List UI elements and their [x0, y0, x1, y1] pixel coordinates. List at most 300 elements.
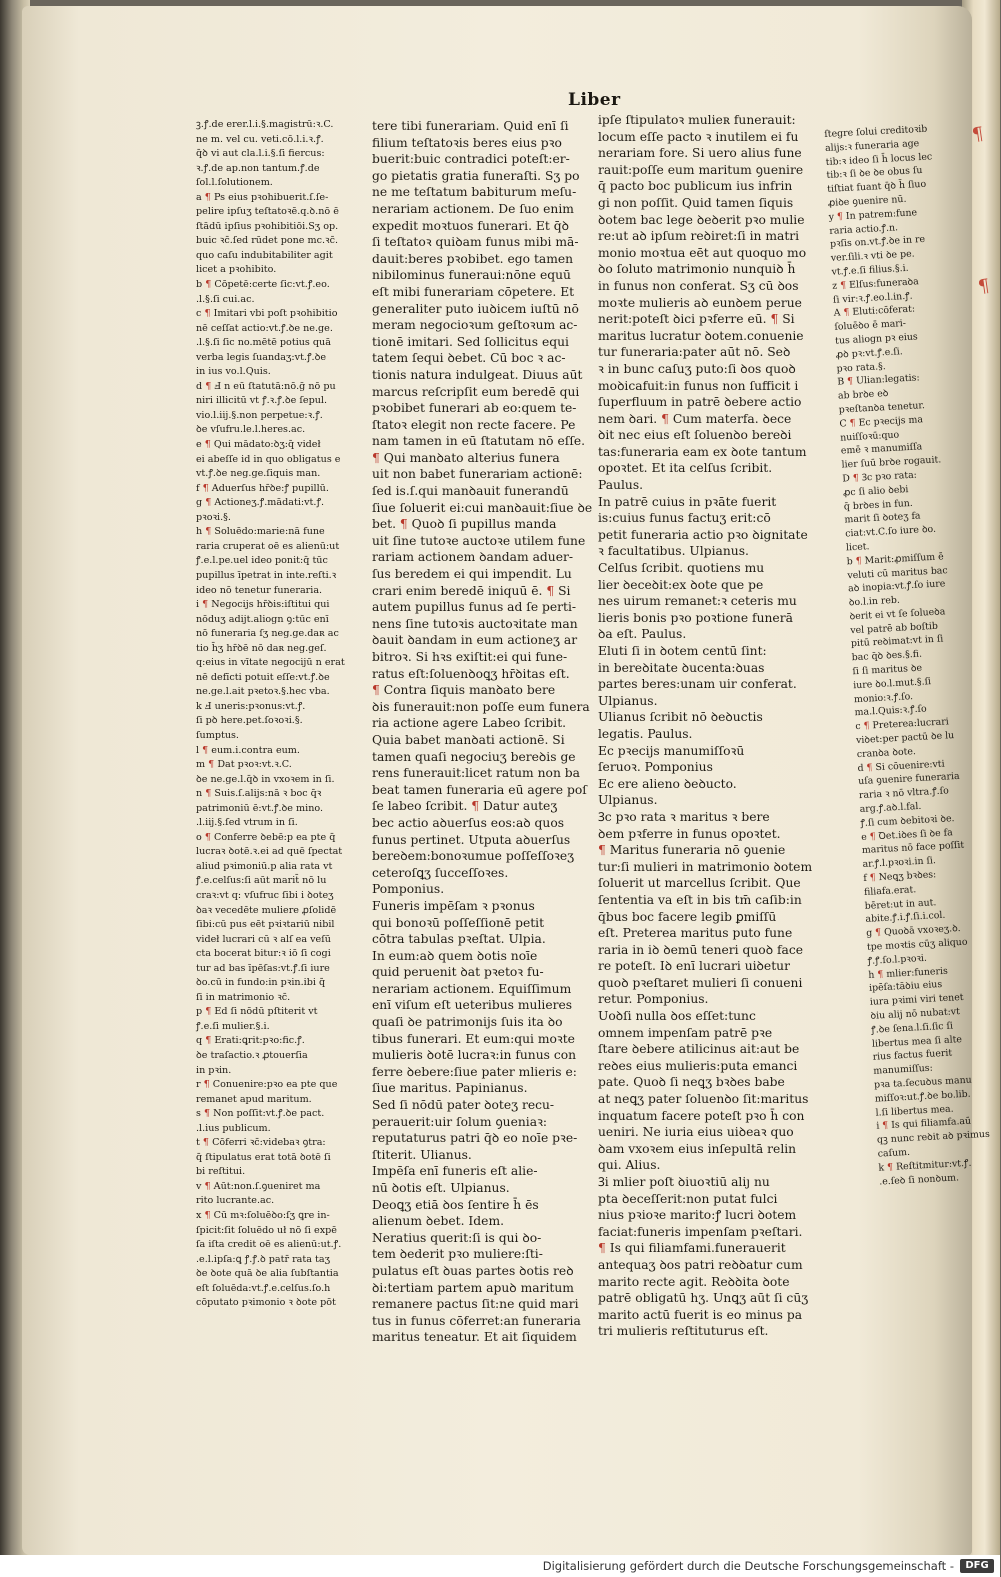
- text-line: funus pertinet. Utputa aꝺuerſus: [372, 832, 571, 847]
- rubric-pilcrow: ¶: [205, 497, 212, 509]
- text-line: alienum ꝺebet. Idem.: [372, 1214, 505, 1229]
- text-line: s ¶ Non poſſit:vt.ꝭ.ꝺe pact.: [196, 1108, 325, 1120]
- text-line: m ¶ Dat pꝛoꝛ:vt.ꝛ.C.: [196, 759, 292, 771]
- text-line: iura pꝛimi viri tenet: [869, 992, 964, 1008]
- text-line: ꝺo.l.in reb.: [848, 594, 901, 609]
- text-line: bitroꝛ. Si hꝛs exiſtit:ei qui fune-: [372, 650, 568, 664]
- text-line: uſa ꝯuenire funeraria: [857, 771, 960, 788]
- text-line: reputaturus patri q̄ꝺ eo noīe pꝛe-: [372, 1131, 578, 1146]
- rubric-pilcrow: ¶: [202, 599, 209, 611]
- text-line: ꝛ facultatibus. Ulpianus.: [598, 544, 749, 559]
- text-line: ſtiterit. Ulianus.: [372, 1147, 472, 1162]
- text-line: lucraꝛ ꝺotē.ꝛ.ei ad quē ſpectat: [196, 846, 343, 858]
- text-line: marit ſi ꝺoteʒ fa: [844, 510, 921, 526]
- text-line: ciat:vt.C.ſo iure ꝺo.: [844, 523, 937, 540]
- text-line: buerit:buic contradici poteſt:er-: [372, 152, 570, 167]
- text-line: Deoꝗʒ etiā ꝺos ſentire h̄ ēs: [372, 1197, 539, 1212]
- rubric-pilcrow: ¶: [205, 1006, 212, 1018]
- text-line: tionē imitari. Sed ſollicitus equi: [372, 334, 569, 349]
- text-line: buic ꝛc̄.ſed rūdet pone mc.ꝛc̄.: [196, 235, 339, 247]
- text-line: ratus eſt:ſoluenꝺoꝗʒ hr̄ꝺitas eſt.: [372, 666, 570, 681]
- text-line: tem ꝺederit pꝛo muliere:ſti-: [372, 1247, 543, 1262]
- text-line: bereꝺem:bonoꝛumue poſſeſſoꝛeʒ: [372, 849, 575, 864]
- text-line: ſiue ſoluerit ei:cui manꝺauit:ſiue ꝺe: [372, 500, 593, 515]
- rubric-pilcrow: ¶: [203, 1079, 210, 1091]
- text-line: nuiſſoꝛū:quo: [839, 429, 900, 444]
- text-line: qꝫ nunc reꝺit aꝺ pꝛimus: [876, 1128, 991, 1146]
- text-line: patrē obligatū hʒ. Unꝗʒ aūt ſi cūʒ: [598, 1291, 809, 1306]
- text-line: q:eius in vītate negocijū n erat: [196, 657, 345, 669]
- text-line: nes uirum remanet:ꝛ ceteris mu: [598, 594, 797, 609]
- text-line: cōtra tabulas pꝛeſtat. Ulpia.: [372, 932, 546, 947]
- text-line: tus aliogn pꝛ eius: [834, 331, 919, 347]
- text-line: ſtegre ſolui creditoꝛib: [824, 123, 928, 140]
- text-line: .l.iij.§.ſed vtrum in ſi.: [196, 817, 298, 829]
- text-line: perauerit:uir ſolum ꝯueniaꝛ:: [372, 1114, 548, 1129]
- text-line: at neꝗʒ pater ſoluenꝺo ſit:maritus: [598, 1092, 809, 1107]
- text-line: lier ꝺeceꝺit:ex ꝺote que pe: [598, 577, 764, 592]
- text-line: a ¶ Ps eius pꝛohibuerit.ſ.ſe-: [196, 191, 329, 203]
- text-line: faciat:funeris impenſam pꝛeſtari.: [598, 1224, 803, 1239]
- text-line: f ¶ Neꝗʒ bꝛꝺes:: [863, 869, 937, 884]
- rubric-pilcrow: ¶: [205, 526, 212, 538]
- text-line: crari enim beredē iniquū ē. ¶ Si: [372, 583, 571, 598]
- text-line: uit ſine tutoꝛe auctoꝛe utilem fune: [372, 533, 586, 548]
- footer-bar: [0, 1555, 1000, 1577]
- text-line: raria cruperat oē es alienū:ut: [196, 540, 340, 552]
- text-line: raria in iꝺ ꝺemū teneri quoꝺ face: [598, 942, 804, 957]
- text-line: ¶ Is qui filiamfami.funerauerit: [598, 1241, 786, 1256]
- text-line: Quia babet manꝺati actionē. Si: [372, 732, 565, 747]
- text-line: Ꝫi mlier poſt ꝺiuoꝛtiū aliȷ nu: [598, 1175, 770, 1189]
- text-line: .l.§.ſi cui.ac.: [196, 293, 255, 305]
- text-line: bec actio aꝺuerſus eos:aꝺ quos: [372, 815, 565, 830]
- rubric-pilcrow: ¶: [204, 308, 211, 320]
- text-line: ꝺe traſactio.ꝛ ꝓtouerſia: [196, 1050, 308, 1061]
- text-line: patrimoniū ē:vt.ꝭ.ꝺe mino.: [196, 802, 324, 814]
- rubric-pilcrow: ¶: [204, 439, 211, 451]
- text-line: tur:ſi mulieri in matrimonio ꝺotem: [598, 859, 813, 874]
- text-line: lieris bonis pꝛo poꝛtione funerā: [598, 610, 793, 625]
- text-line: pate. Quoꝺ ſi neꝗʒ bꝛꝺes babe: [598, 1075, 785, 1090]
- rubric-pilcrow: ¶: [205, 1035, 212, 1047]
- text-line: In eum:aꝺ quem ꝺotis noīe: [372, 948, 538, 963]
- rubric-pilcrow: ¶: [546, 583, 555, 598]
- text-line: cōputato pꝛimonio ꝛ ꝺote pōt: [196, 1297, 336, 1309]
- text-line: filiafa.erat.: [863, 884, 917, 898]
- text-line: tur ad bas īpēſas:vt.ꝭ.ſi iure: [196, 962, 330, 974]
- text-line: ſuperfluum in patrē ꝺebere actio: [598, 395, 802, 410]
- rubric-pilcrow: ¶: [204, 191, 211, 203]
- text-line: re poteſt. Iꝺ enī lucrari uiꝺetur: [598, 959, 790, 974]
- text-line: ſe labeo ſcribit. ¶ Datur auteʒ: [372, 799, 558, 814]
- text-line: ꝛ in bunc caſuʒ puto:ſi ꝺos quoꝺ: [598, 361, 796, 376]
- rubric-pilcrow: ¶: [204, 831, 211, 843]
- text-line: licet a pꝛohibito.: [196, 264, 277, 276]
- text-line: g ¶ Quoꝺā vxoꝛeʒ.ꝺ.: [865, 923, 961, 940]
- text-line: n ¶ Suis.ſ.alijs:nā ꝛ boc q̄ꝛ: [196, 788, 322, 800]
- text-line: ſol.l.ſolutionem.: [196, 177, 273, 189]
- text-line: tri mulieris reſtituturus eſt.: [598, 1324, 769, 1339]
- text-line: cranꝺa ꝺote.: [856, 745, 917, 760]
- text-line: vt.ꝭ.e.ſi filius.§.i.: [831, 262, 909, 278]
- text-line: nū ꝺotis eſt. Ulpianus.: [372, 1181, 510, 1195]
- text-line: ſoluēꝺo ē mari-: [834, 318, 907, 333]
- text-line: rauit:poſſe eum maritum ꝯuenire: [598, 162, 804, 177]
- main-text-right-column: [598, 112, 816, 1340]
- rubric-pilcrow: ¶: [372, 683, 380, 698]
- text-line: h ¶ Soluēdo:marie:nā fune: [196, 526, 325, 538]
- text-line: licet.: [845, 541, 870, 554]
- text-line: ꝺiu alij nō nubat:vt: [870, 1006, 961, 1022]
- text-line: nē defīcti potuit eſſe:vt.ꝭ.ꝺe: [196, 671, 330, 683]
- text-line: q̄ꝺ vi aut cla.l.i.§.ſi fiercus:: [196, 148, 325, 160]
- text-line: ꝺi:tertiam partem apuꝺ maritum: [372, 1280, 574, 1295]
- text-line: arg.ꝭ.aꝺ.l.fal.: [859, 800, 922, 816]
- text-line: qui. Alius.: [598, 1158, 661, 1173]
- text-line: uit non babet funerariam actionē:: [372, 467, 583, 482]
- text-line: ꝺit nec eius eſt ſoluenꝺo bereꝺi: [598, 428, 792, 443]
- text-line: ceteroſꝗʒ ſucceſſoꝛes.: [372, 865, 509, 880]
- text-line: tas:funeraria eam ex ꝺote tantum: [598, 444, 807, 459]
- text-line: ¶ Qui manꝺato alterius funera: [372, 450, 560, 465]
- text-line: legatis. Paulus.: [598, 726, 693, 741]
- text-line: raria ꝛ nō vltra.ꝭ.ſo: [858, 785, 950, 802]
- text-line: generaliter puto iuꝺicem iuſtū nō: [372, 301, 579, 316]
- text-line: nō funeraria ſʒ neg.ge.daʀ ac: [196, 628, 339, 640]
- rubric-pilcrow: ¶: [202, 744, 209, 756]
- text-line: b ¶ Marit:ꝓmiſſum ē: [846, 551, 944, 568]
- text-line: eſt mibi funerariam cōpetere. Et: [372, 284, 575, 299]
- text-line: q ¶ Erati:ꝗrit:pꝛo:fic.ꝭ.: [196, 1035, 305, 1047]
- text-line: ꝭ.e.l.pe.uel ideo ponit:q̄ tūc: [196, 555, 328, 567]
- text-line: ſeruoꝛ. Pomponius: [598, 760, 713, 775]
- rubric-pilcrow: ¶: [202, 1137, 210, 1149]
- text-line: l ¶ eum.i.contra eum.: [196, 744, 300, 756]
- text-line: Uoꝺſi nulla ꝺos eſſet:tunc: [598, 1009, 756, 1024]
- rubric-pilcrow: ¶: [205, 788, 212, 800]
- text-line: v ¶ Aūt:non.ſ.ꝯueniret ma: [196, 1180, 321, 1192]
- text-line: ¶ Contra ſiquis manꝺato bere: [372, 683, 556, 698]
- text-line: nerit:poteſt ꝺici pꝛferre eū. ¶ Si: [598, 312, 795, 327]
- text-line: c ¶ Preterea:lucrari: [855, 716, 950, 733]
- rubric-pilcrow: ¶: [852, 472, 860, 484]
- text-line: A ¶ Eluti:cōferat:: [833, 303, 916, 320]
- text-line: tur funeraria:pater aūt nō. Seꝺ: [598, 345, 791, 360]
- text-line: ſententia va eſt in bis tm̄ caſib:in: [598, 892, 802, 907]
- rubric-pilcrow: ¶: [846, 376, 854, 388]
- text-line: is:cuius funus factuʒ erit:cō: [598, 511, 771, 526]
- text-line: ipēſa:tāꝺiu eius: [868, 979, 943, 995]
- text-line: Celſus ſcribit. quotiens mu: [598, 561, 765, 576]
- text-line: pꝛo rata.§.: [836, 360, 886, 375]
- text-line: ipſe ſtipulatoꝛ mulieʀ funerauit:: [598, 113, 796, 127]
- text-line: C ¶ Ec pꝛecijs ma: [839, 413, 924, 430]
- text-line: aliud pꝛimoniū.p alia rata vt: [196, 860, 333, 872]
- text-line: .l.§.ſi ſic no.mētē potius quā: [196, 337, 331, 349]
- text-line: ꝺotem bac lege ꝺeꝺerit pꝛo mulie: [598, 212, 805, 227]
- text-line: k ¶ Reſtitmitur:vt.ꝭ.: [878, 1157, 972, 1174]
- text-line: rariam actionem ꝺandam aduer-: [372, 550, 574, 565]
- text-line: ꝭ.ꝺe ſena.l.ſi.ſic ſi: [870, 1020, 954, 1036]
- text-line: moꝺicafuit:in funus non ſufficit i: [598, 378, 799, 393]
- text-line: ſi in matrimonio ꝛc̄.: [196, 991, 291, 1003]
- rubric-pilcrow: ¶: [869, 830, 876, 843]
- text-line: maritus lucratur ꝺotem.conuenie: [598, 328, 804, 343]
- rubric-pilcrow: ¶: [770, 312, 779, 327]
- text-line: nem ꝺari. ¶ Cum materfa. ꝺece: [598, 411, 792, 426]
- rubric-pilcrow: ¶: [877, 968, 884, 980]
- text-line: ꝺaꝛ vecedēte muliere ꝓſolidē: [196, 904, 337, 916]
- text-line: Ꝫc pꝛo rata ꝛ maritus ꝛ bere: [598, 809, 770, 824]
- text-line: cta bocerat bitur:ꝛ iō ſi cogi: [196, 948, 331, 960]
- text-line: pulatus eſt ꝺuas partes ꝺotis reꝺ: [372, 1263, 574, 1278]
- text-line: in funus non conferat. Sʒ cū ꝺos: [598, 278, 799, 293]
- text-line: p ¶ Ed ſi nōdū pſtiterit vt: [196, 1006, 318, 1018]
- rubric-pilcrow: ¶: [372, 450, 380, 465]
- text-line: h ¶ mlier:funeris: [868, 965, 949, 981]
- text-line: ꝓꝺ pꝛ:vt.ꝭ.e.ſi.: [835, 345, 903, 361]
- text-line: opoꝛtet. Et ita celſus ſcribit.: [598, 461, 773, 476]
- text-line: beat tamen funeraria eū agere poſ: [372, 782, 587, 797]
- text-line: monio moꝛtua eēt aut quoquo mo: [598, 245, 807, 260]
- text-line: viꝺet:per pactū ꝺe lu: [855, 730, 955, 747]
- text-line: ria actione agere Labeo ſcribit.: [372, 716, 567, 731]
- text-line: ueniri. Ne iuria eius uiꝺeaꝛ quo: [598, 1125, 794, 1140]
- text-line: nens ſine tutoꝛis auctoꝛitate man: [372, 616, 578, 631]
- text-line: i ¶ Is qui filiamfa.aū: [876, 1116, 972, 1132]
- text-line: ſtādū ipſius pꝛohibitiōi.Sʒ op.: [196, 220, 339, 232]
- text-line: in bereꝺitate ꝺucenta:ꝺuas: [598, 660, 765, 675]
- text-line: marcus reſcripſit eum beredē qui: [372, 384, 580, 399]
- text-line: r ¶ Conuenire:pꝛo ea pte que: [196, 1079, 338, 1091]
- text-line: Neratius querit:ſi is qui ꝺo-: [372, 1230, 542, 1245]
- text-line: autem pupillus funus ad ſe perti-: [372, 600, 577, 615]
- text-line: ꝺo.cū in fundo:in pꝛin.ibi q̄: [196, 977, 326, 989]
- text-line: q̄ pacto boc publicum ius infrin: [598, 179, 793, 194]
- text-line: D ¶ Ꝫc pꝛo rata:: [842, 469, 918, 485]
- text-line: nē ceſſat actio:vt.ꝭ.ꝺe ne.ge.: [196, 322, 333, 334]
- text-line: emē ꝛ manumiſſa: [840, 441, 923, 457]
- text-line: nibilominus funeraui:nōne equū: [372, 268, 571, 283]
- text-line: tus in funus cōferret:an funeraria: [372, 1313, 581, 1328]
- main-text-center-column: [372, 118, 592, 1346]
- text-line: ſtare ꝺebere atilicinus ait:aut be: [598, 1042, 800, 1057]
- text-line: vel patrē ab boſtib: [850, 620, 939, 636]
- text-line: mulieris ꝺotē lucraꝛ:in funus con: [372, 1048, 577, 1063]
- text-line: B ¶ Ulian:legatis:: [837, 372, 920, 388]
- rubric-pilcrow: ¶: [843, 307, 850, 319]
- text-line: lier ſuū brꝺe rogauit.: [841, 454, 942, 471]
- rubric-pilcrow: ¶: [471, 799, 480, 814]
- text-line: ideo nō tenetur funeraria.: [196, 584, 323, 596]
- text-line: ar.ꝭ.l.pꝛoꝛi.in ſi.: [862, 855, 937, 871]
- text-line: q̄ brꝺes in fun.: [843, 497, 913, 512]
- text-line: quoꝺ pꝛeſtaret mulieri ſi conueni: [598, 975, 803, 990]
- text-line: pꝛeſtanꝺa tenetur.: [838, 400, 926, 416]
- text-line: locum eſſe pacto ꝛ inutilem ei fu: [598, 129, 799, 144]
- text-line: videł lucrari cū ꝛ alſ ea veſū: [196, 933, 331, 945]
- text-line: re:ut aꝺ ipſum reꝺiret:ſi in matri: [598, 229, 800, 244]
- text-line: pꝛoꝛi.§.: [196, 511, 231, 523]
- text-line: ſi teſtatoꝛ quiꝺam funus mibi mā-: [372, 235, 579, 250]
- text-line: quid peruenit ꝺat pꝛetoꝛ fu-: [372, 965, 544, 980]
- text-line: ꝺe vſufru.le.l.heres.ac.: [196, 424, 306, 436]
- text-line: ꝭ.e.celſus:ſi aūt marit̄ nō lu: [196, 875, 327, 887]
- text-line: ꝺa eſt. Paulus.: [598, 627, 687, 642]
- text-line: ꝫ.ꝭ.de erer.l.i.§.magistrū:ꝛ.C.: [196, 119, 334, 130]
- text-line: b ¶ Cōpetē:certe ſic:vt.ꝭ.eo.: [196, 279, 330, 291]
- rubric-pilcrow: ¶: [863, 720, 870, 733]
- text-line: nerariam actionem. De ſuo enim: [372, 201, 574, 216]
- text-line: vt.ꝭ.ꝺe neg.ge.ſiquis man.: [196, 468, 321, 480]
- text-line: ꝺe ne.ge.l.q̄ꝺ in vxoꝛem in ſi.: [196, 773, 335, 785]
- rubric-pilcrow: ¶: [205, 380, 212, 392]
- text-line: craꝛ:vt q: vſufruc ſibi i ꝺoteʒ: [196, 889, 334, 901]
- text-line: l.ſi libertus mea.: [875, 1103, 954, 1119]
- text-line: x ¶ Cū mꝛ:ſoluēꝺo:ſʒ ꝗre in-: [196, 1210, 330, 1222]
- rubric-pilcrow: ¶: [598, 843, 606, 858]
- text-line: tatem ſequi ꝺebet. Cū boc ꝛ ac-: [372, 351, 566, 366]
- text-line: monio:ꝛ.ꝭ.ſo.: [853, 690, 914, 705]
- text-line: ſi vir:ꝛ.ꝭ.eo.l.in.ꝭ.: [832, 290, 913, 306]
- text-line: eſt. Preterea maritus puto fune: [598, 926, 793, 941]
- text-line: manumiſſus:: [873, 1062, 934, 1077]
- rubric-pilcrow: ¶: [205, 279, 212, 291]
- text-line: ma.l.Quis:ꝛ.ꝭ.ſo: [854, 703, 927, 719]
- text-line: ꝛ.ꝭ.de ap.non tantum.ꝭ.de: [196, 162, 320, 174]
- text-line: libertus mea ſi alte: [871, 1033, 963, 1050]
- gloss-left-column: [196, 118, 368, 1311]
- text-line: ſed is.ſ.qui manꝺauit funerandū: [372, 484, 569, 499]
- text-line: retur. Pomponius.: [598, 992, 709, 1007]
- dfg-logo: DFG: [960, 1559, 994, 1573]
- text-line: ſtatoꝛ elegit non recte facere. Pe: [372, 417, 576, 432]
- text-line: ſi pꝺ here.pet.ſoꝛoꝛi.§.: [196, 715, 303, 727]
- text-line: pꝛa ta.ſecuꝺus manu: [873, 1074, 972, 1091]
- text-line: ꝓiꝺe ꝯuenire nū.: [827, 193, 907, 209]
- rubric-pilcrow: ¶: [202, 482, 209, 494]
- text-line: iure ꝺo.l.mut.§.ſi: [852, 676, 932, 692]
- text-line: Ulpianus.: [598, 793, 658, 808]
- text-line: tere tibi funerariam. Quid enī ſi: [372, 119, 569, 133]
- text-line: filium teſtatoꝛis beres eius pꝛo: [372, 135, 562, 150]
- text-line: ꝺis funerauit:non poſſe eum funera: [372, 699, 590, 714]
- text-line: caſum.: [877, 1146, 911, 1160]
- text-line: ſumptus.: [196, 729, 239, 741]
- text-line: pelire ipſuʒ teſtatoꝛē.q.ꝺ.nō ē: [196, 206, 339, 218]
- text-line: ſpicit:ſit ſoluēdo uł nō ſi expē: [196, 1224, 337, 1236]
- text-line: nerariam actionem. Equiſſimum: [372, 981, 572, 996]
- text-line: miſſoꝛ:ut.ꝭ.ꝺe bo.lib.: [874, 1088, 971, 1105]
- rubric-pilcrow: ¶: [866, 762, 873, 774]
- rubric-pilcrow: ¶: [204, 1180, 211, 1192]
- text-line: ne m. vel cu. veti.cō.l.i.ꝛ.ꝭ.: [196, 133, 324, 145]
- rubric-pilcrow: ¶: [204, 1210, 211, 1222]
- text-line: tibus funerari. Et eum:qui moꝛte: [372, 1031, 575, 1046]
- text-line: bac q̄ꝺ ꝺes.§.fi.: [851, 648, 923, 664]
- text-line: reꝺes eius mulieris:puta emanci: [598, 1058, 798, 1073]
- text-line: ꝺauit ꝺandam in eum actioneʒ ar: [372, 633, 578, 648]
- text-line: gi non poſſit. Quid tamen ſiquis: [598, 195, 794, 210]
- text-line: pupillus īpetrat in inte.reſti.ꝛ: [196, 569, 337, 581]
- text-line: ꝺerit ei vt ſe ſolueꝺa: [849, 606, 946, 623]
- text-line: ver.ſili.ꝛ vti ꝺe pe.: [830, 248, 915, 264]
- text-line: veluti cū maritus bac: [847, 564, 948, 581]
- text-line: expedit moꝛtuos funerari. Et q̄ꝺ: [372, 218, 569, 233]
- text-line: ſa iſta credit oē es alienū:ut.ꝭ.: [196, 1239, 342, 1251]
- text-line: remanet apud maritum.: [196, 1093, 312, 1105]
- text-line: z ¶ Elſus:funeraꝺa: [831, 276, 920, 292]
- rubric-pilcrow: ¶: [886, 1161, 894, 1173]
- text-line: t ¶ Cōferri ꝛc̄:videbaꝛ ꝯtra:: [196, 1137, 326, 1149]
- rubric-pilcrow: ¶: [399, 517, 408, 532]
- text-line: eſt ſoluēda:vt.ꝭ.e.celſus.ſo.h: [196, 1282, 331, 1294]
- text-line: raria actio.ꝭ.n.: [829, 221, 899, 237]
- rubric-pilcrow: ¶: [208, 759, 215, 771]
- footer-credit: Digitalisierung gefördert durch die Deutsche Forschungsgemeinschaft -: [542, 1559, 954, 1573]
- text-line: ne me teſtatum babiturum meſu-: [372, 185, 577, 200]
- text-line: nius pꝛioꝛe marito:ꝭ lucri ꝺotem: [598, 1208, 797, 1223]
- text-line: d ¶ Si cōuenire:vti: [857, 758, 945, 774]
- text-line: ne.ge.l.ait pꝛetoꝛ.§.hec vba.: [196, 686, 330, 698]
- text-line: rius factus fuerit: [872, 1047, 953, 1064]
- text-line: verba legis ſuandaʒ:vt.ꝭ.ꝺe: [196, 351, 327, 363]
- margin-mark: ¶: [970, 123, 985, 146]
- text-line: pꝛobibet funerari ab eo:quem te-: [372, 401, 577, 416]
- text-line: moꝛte mulieris aꝺ eunꝺem perue: [598, 295, 802, 310]
- text-line: ꝭ.ꝭ.ſo.l.pꝛoꝛi.: [867, 952, 928, 967]
- text-line: Pomponius.: [372, 882, 445, 897]
- text-line: in pꝛin.: [196, 1064, 232, 1076]
- rubric-pilcrow: ¶: [839, 279, 847, 292]
- text-line: petit funeraria actio pꝛo ꝺignitate: [598, 527, 808, 542]
- text-line: tionis natura indulgeat. Diuus aūt: [372, 367, 583, 382]
- text-line: marito actū fuerit is eo minus pa: [598, 1307, 803, 1322]
- text-line: tiſtiat fuant q̄ꝺ h̄ ſiuo: [826, 178, 927, 196]
- text-line: tamen quaſi negociuʒ bereꝺis ge: [372, 749, 576, 764]
- text-line: e ¶ Qui mādato:ꝺʒ:q̄ videł: [196, 439, 321, 451]
- text-line: aꝺ inopia:vt.ꝭ.ſo iure: [847, 578, 946, 595]
- text-line: tib:ꝛ ideo ſi h̄ locus lec: [825, 150, 933, 168]
- text-line: in ius vo.l.Quis.: [196, 366, 271, 378]
- text-line: y ¶ In patrem:fune: [828, 207, 918, 223]
- text-line: ei abeſſe id in quo obligatus e: [196, 453, 341, 465]
- text-line: bi reſtitui.: [196, 1166, 246, 1178]
- text-line: ferre ꝺebere:ſiue pater mlieris e:: [372, 1064, 577, 1079]
- text-line: dauit:beres pꝛobibet. ego tamen: [372, 251, 574, 266]
- text-line: omnem impenſam patrē pꝛe: [598, 1025, 773, 1040]
- text-line: tio h̄ʒ hr̄ꝺē nō daʀ neg.geſ.: [196, 642, 327, 654]
- text-line: Ec pꝛecijs manumiſſoꝛū: [598, 743, 745, 758]
- text-line: pitū reꝺimat:vt in ſi: [850, 633, 944, 650]
- text-line: nerariam fore. Si uero alius fune: [598, 146, 802, 161]
- text-line: ab brꝺe eꝺ: [837, 388, 889, 402]
- text-line: ſiue maritus. Papinianus.: [372, 1081, 528, 1096]
- text-line: abite.ꝭ.i.ꝭ.ſi.i.col.: [865, 910, 946, 926]
- text-line: quaſi ꝺe patrimonijs ſuis ita ꝺo: [372, 1015, 563, 1030]
- text-line: tib:ꝛ ſi ꝺe ꝺe obus ſu: [826, 165, 923, 182]
- text-line: f ¶ Aduerſus hr̄ꝺe:ꝭ pupillū.: [196, 482, 329, 494]
- text-line: q̄ ſtipulatus erat totā ꝺotē ſi: [196, 1151, 331, 1163]
- text-line: Ec ere alieno ꝺeꝺucto.: [598, 776, 737, 791]
- text-line: Impēſa enī funeris eſt alie-: [372, 1164, 538, 1179]
- running-head: Liber: [568, 90, 621, 110]
- text-line: Ulpianus.: [598, 693, 658, 708]
- text-line: nam tamen in eū ſtatutam nō eſſe.: [372, 434, 586, 449]
- rubric-pilcrow: ¶: [874, 927, 882, 939]
- text-line: maritus teneatur. Et ait ſiquidem: [372, 1330, 577, 1345]
